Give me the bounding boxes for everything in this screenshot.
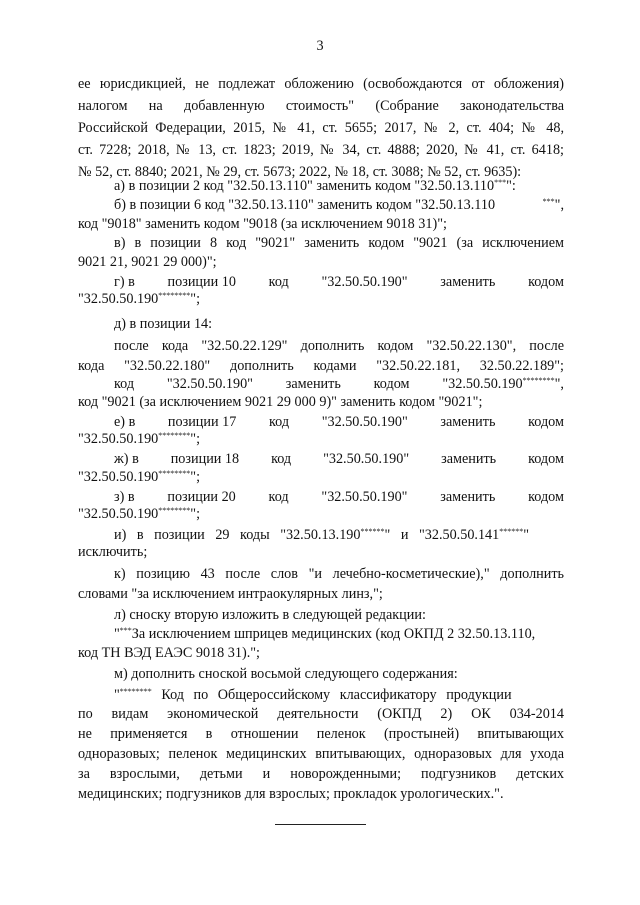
item-i-text: и) в позиции 29 коды "32.50.13.190: [114, 527, 361, 543]
footnote-mark: ********: [158, 506, 191, 515]
text-line: налогом на добавленную стоимость" (Собрание законодательства: [78, 98, 564, 114]
item-v: в) в позиции 8 код "9021" заменить кодом "9021 (за исключением: [114, 235, 564, 251]
footnote-mark: ******: [499, 527, 524, 536]
word: позиции 17: [167, 414, 237, 430]
word: заменить: [440, 414, 496, 430]
word: кодом: [373, 376, 410, 392]
word: "32.50.50.190": [166, 376, 253, 392]
item-l: л) сноску вторую изложить в следующей редакции:: [114, 607, 426, 623]
footnote-mark: ***: [542, 197, 555, 206]
word: позиции 20: [167, 489, 236, 505]
item-b-tail: ",: [554, 197, 564, 213]
item-zh: [114, 449, 564, 469]
word: ж) в: [114, 451, 139, 467]
text-line: кода "32.50.22.180" дополнить кодами "32.50.22.181, 32.50.22.189";: [78, 358, 564, 374]
word: заменить: [440, 274, 496, 290]
word: заменить: [441, 451, 497, 467]
footnote-mark: ********: [158, 431, 191, 440]
item-i-tail: ": [523, 527, 530, 543]
text-line: по видам экономической деятельности (ОКПД 2) ОК 034-2014: [78, 706, 564, 722]
code-tail: ";: [190, 291, 201, 307]
word: код: [268, 414, 290, 430]
footnote-eight: [114, 685, 564, 705]
word: кодом: [528, 451, 564, 467]
item-b: [114, 195, 564, 215]
word: код: [114, 376, 135, 392]
footnote-mark: ********: [158, 469, 191, 478]
item-d: д) в позиции 14:: [114, 316, 213, 332]
text-line: одноразовых; пеленок медицинских впитывающих, одноразовых для ухода: [78, 746, 564, 762]
word: код: [271, 451, 292, 467]
footnote-mark: ********: [119, 687, 152, 696]
word: заменить: [440, 489, 496, 505]
closing-rule: [275, 824, 366, 825]
code-tail: ";: [190, 431, 201, 447]
text-line: исключить;: [78, 544, 148, 560]
word: позиции 10: [167, 274, 236, 290]
word: код: [268, 274, 289, 290]
text-line: словами "за исключением интраокулярных линз,";: [78, 586, 383, 602]
word: "32.50.50.190": [323, 451, 410, 467]
word: код: [268, 489, 289, 505]
text-line: ст. 7228; 2018, № 13, ст. 1823; 2019, № 34, ст. 4888; 2020, № 41, ст. 6418;: [78, 142, 564, 158]
item-m: м) дополнить сноской восьмой следующего содержания:: [114, 666, 458, 682]
footnote-mark: ********: [158, 291, 191, 300]
code-text: "32.50.50.190: [78, 431, 159, 447]
word: з) в: [114, 489, 135, 505]
code-text: "32.50.50.190: [442, 376, 523, 392]
quote-mark: ": [114, 626, 120, 642]
code-tail: ";: [190, 469, 201, 485]
code-line: [78, 429, 564, 449]
code-line: [78, 289, 564, 309]
footnote-three: [114, 624, 564, 644]
item-k: к) позицию 43 после слов "и лечебно-косметические)," дополнить: [114, 566, 564, 582]
word: "32.50.50.190": [321, 489, 408, 505]
footnote-mark: ***: [119, 626, 132, 635]
quote-mark: ": [114, 687, 120, 703]
text-line: медицинских; подгузников для взрослых; прокладок урологических.".: [78, 786, 504, 802]
word: "32.50.50.190": [321, 274, 408, 290]
footnote-text: За исключением шприцев медицинских (код ОКПД 2 32.50.13.110,: [131, 626, 536, 642]
item-i-text: " и "32.50.50.141: [384, 527, 500, 543]
footnote-mark: ******: [360, 527, 385, 536]
footnote-text: Код по Общероссийскому классификатору продукции: [151, 687, 512, 703]
word: кодом: [528, 274, 564, 290]
word: позиции 18: [170, 451, 240, 467]
footnote-mark: ***: [494, 178, 507, 187]
text-line: за взрослыми, детьми и новорожденными; подгузников детских: [78, 766, 564, 782]
footnote-mark: ********: [522, 376, 555, 385]
page-number: 3: [316, 38, 324, 54]
item-a-tail: ":: [506, 178, 516, 194]
text-line: после кода "32.50.22.129" дополнить кодом "32.50.22.130", после: [114, 338, 564, 354]
word: кодом: [528, 489, 564, 505]
code-line: [78, 467, 564, 487]
word: е) в: [114, 414, 136, 430]
text-line: код "9018" заменить кодом "9018 (за исключением 9018 31)";: [78, 216, 447, 232]
code-text: "32.50.50.190: [78, 506, 159, 522]
word: кодом: [528, 414, 564, 430]
text-line: ее юрисдикцией, не подлежат обложению (освобождаются от обложения): [78, 76, 564, 92]
text-line: № 52, ст. 8840; 2021, № 29, ст. 5673; 2022, № 18, ст. 3088; № 52, ст. 9635):: [78, 164, 522, 180]
text-line: код ТН ВЭД ЕАЭС 9018 31).";: [78, 645, 260, 661]
code-text: "32.50.50.190: [78, 469, 159, 485]
word: "32.50.50.190": [321, 414, 408, 430]
text-line: Российской Федерации, 2015, № 41, ст. 5655; 2017, № 2, ст. 404; № 48,: [78, 120, 564, 136]
code-line: [78, 504, 564, 524]
code-tail: ",: [554, 376, 564, 392]
item-a-text: а) в позиции 2 код "32.50.13.110" заменить кодом "32.50.13.110: [114, 178, 495, 194]
text-line: не применяется в отношении пеленок (простыней) впитывающих: [78, 726, 564, 742]
word: заменить: [285, 376, 341, 392]
item-b-text: б) в позиции 6 код "32.50.13.110" заменить кодом "32.50.13.110: [114, 197, 496, 213]
text-line: 9021 21, 9021 29 000)";: [78, 254, 217, 270]
item-a: [114, 176, 564, 196]
code-tail: ";: [190, 506, 201, 522]
item-d-code-line: [114, 374, 564, 394]
code-text: "32.50.50.190: [78, 291, 159, 307]
word: г) в: [114, 274, 135, 290]
code-with-mark: [442, 374, 564, 394]
text-line: код "9021 (за исключением 9021 29 000 9)" заменить кодом "9021";: [78, 394, 483, 410]
